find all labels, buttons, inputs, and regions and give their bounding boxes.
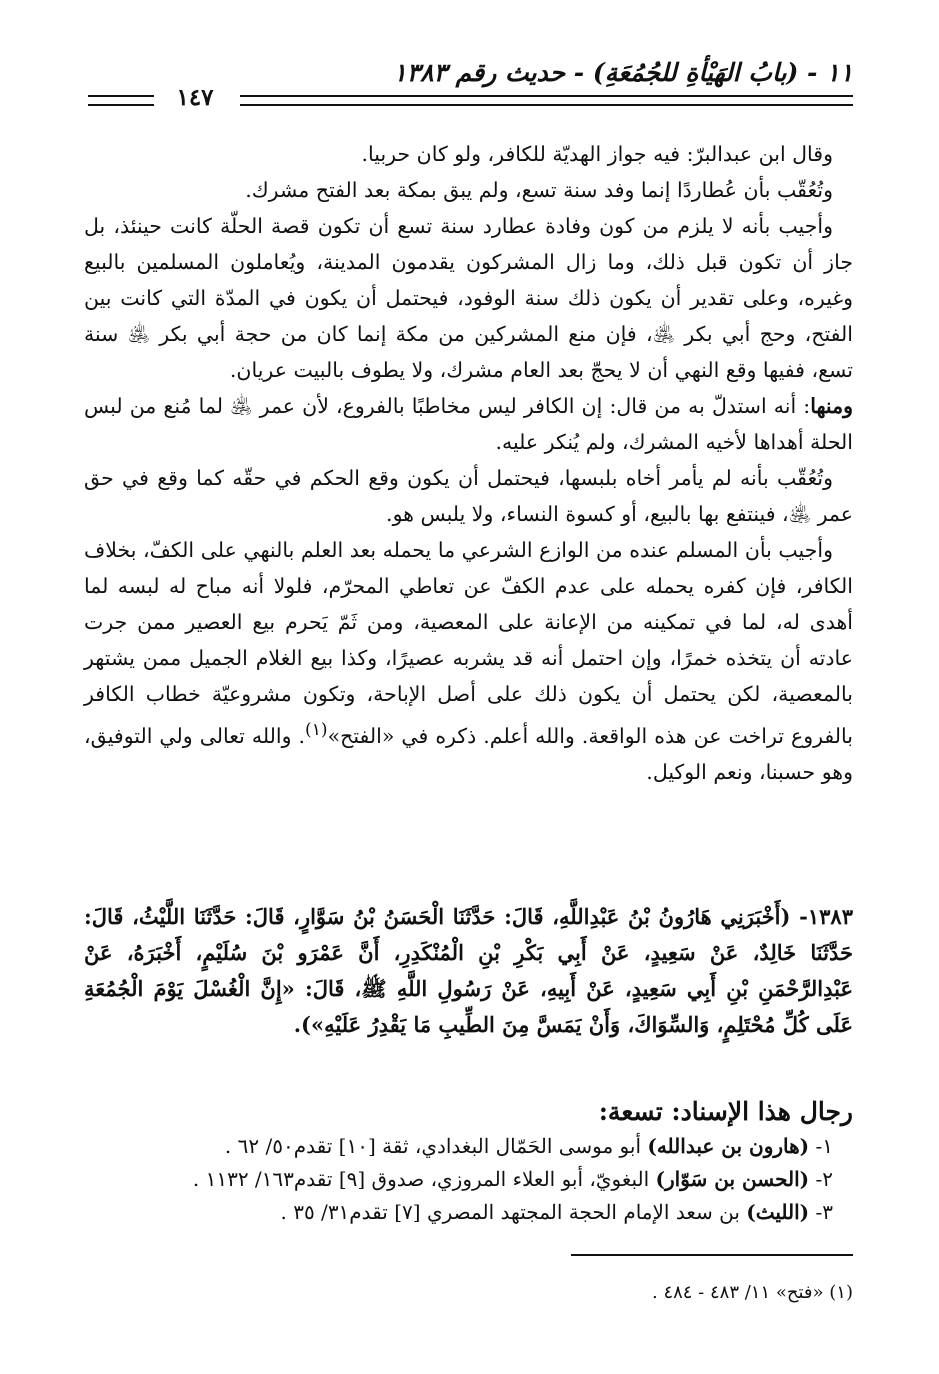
narrator-list [84,1130,853,1229]
item-number: ١- [809,1134,833,1158]
footnote-separator [571,1254,853,1256]
list-item [84,1196,853,1229]
paragraph: وتُعُقّب بأنه لم يأمر أخاه بلبسها، فيحتمل أن يكون وقع الحكم في حقّه كما وقع في حق عمر ﵁، فينتفع بها بالبيع، أو كسوة النساء، ولا يلبس هو. [84,466,853,526]
paragraph: وأجيب بأنه لا يلزم من كون وفادة عطارد سنة تسع أن تكون قصة الحلّة كانت حينئذ، بل جاز أن تكون قبل ذلك، وما زال المشركون يقدمون المدينة، ويُعاملون المسلمين بالبيع وغيره، وعلى تقدير أن يكون ذلك سنة الوفود، فيحتمل أن يكون في المدّة التي كانت بين الفتح، وحج أبي بكر ﵁، فإن منع المشركين من مكة إنما كان من حجة أبي بكر ﵁ سنة تسع، ففيها وقع النهي أن لا يحجّ بعد العام مشرك، ولا يطوف بالبيت عريان. [84,214,853,382]
paragraph [84,388,853,460]
paragraph [84,532,853,790]
list-item [84,1130,853,1163]
header-rule-short [88,95,154,106]
list-item [84,1163,853,1196]
header-rule [240,95,853,106]
section-lead: ومنها [810,394,853,418]
item-number: ٢- [809,1167,833,1191]
narrator-name: (هارون بن عبدالله) [647,1134,810,1158]
footnote: (١) «فتح» ١١/ ٤٨٣ - ٤٨٤ . [651,1282,853,1303]
running-title: ١١ - (بابُ الهَيْأةِ للجُمُعَةِ) - حديث رقم ١٣٨٣ [393,58,853,87]
narrator-desc: البغويّ، أبو العلاء المروزي، صدوق [٩] تقدم١٦٣/ ١١٣٢ . [192,1167,656,1191]
section-heading: رجال هذا الإسناد: تسعة: [598,1097,853,1126]
page-number: ١٤٧ [176,84,214,111]
paragraph: وتُعُقّب بأن عُطاردًا إنما وفد سنة تسع، ولم يبق بمكة بعد الفتح مشرك. [245,178,833,202]
narrator-desc: أبو موسى الحَمّال البغدادي، ثقة [١٠] تقدم٥٠/ ٦٢ . [224,1134,648,1158]
commentary-text [84,136,853,790]
footnote-ref: (١) [305,720,328,740]
paragraph-text: وأجيب بأن المسلم عنده من الوازع الشرعي ما يحمله بعد العلم بالنهي على الكفّ، بخلاف الكافر، فإن كفره يحمله على عدم الكفّ عن تعاطي المحرّم، فلولا أنه مباح له لبسه لما أهدى له، لما في تمكينه من الإعانة على المعصية، ومن ثَمّ يَحرم بيع العصير ممن جرت عادته أن يتخذه خمرًا، وإن احتمل أنه قد يشربه عصيرًا، وكذا بيع الغلام الجميل ممن يشتهر بالمعصية، لكن يحتمل أن يكون ذلك على أصل الإباحة، وتكون مشروعيّة خطاب الكافر بالفروع تراخت عن هذه الواقعة. والله أعلم. ذكره في «الفتح» [84,538,853,748]
narrator-name: (الليث) [746,1200,810,1224]
item-number: ٣- [809,1200,833,1224]
paragraph-text: . والله تعالى ولي التوفيق، وهو حسبنا، ونعم الوكيل. [84,723,853,784]
paragraph-text: : أنه استدلّ به من قال: إن الكافر ليس مخاطبًا بالفروع، لأن عمر ﵁ لما مُنع من لبس الحلة أهداها لأخيه المشرك، ولم يُنكر عليه. [84,394,853,454]
narrator-name: (الحسن بن سَوّار) [655,1167,810,1191]
narrator-desc: بن سعد الإمام الحجة المجتهد المصري [٧] تقدم٣١/ ٣٥ . [280,1200,747,1224]
paragraph: وقال ابن عبدالبرّ: فيه جواز الهديّة للكافر، ولو كان حربيا. [361,142,833,166]
hadith-text: ١٣٨٣- (أَخْبَرَنِي هَارُونُ بْنُ عَبْدِاللَّهِ، قَالَ: حَدَّثَنَا الْحَسَنُ بْنُ سَوَّارٍ، قَالَ: حَدَّثَنَا اللَّيْثُ، قَالَ: حَدَّثَنَا خَالِدٌ، عَنْ سَعِيدٍ، عَنْ أَبِي بَكْرِ بْنِ الْمُنْكَدِرِ، أَنَّ عَمْرَو بْنَ سُلَيْمٍ، أَخْبَرَهُ، عَنْ عَبْدِالرَّحْمَنِ بْنِ أَبِي سَعِيدٍ، عَنْ أَبِيهِ، عَنْ رَسُولِ اللَّهِ ﷺ، قَالَ: «إِنَّ الْغُسْلَ يَوْمَ الْجُمُعَةِ عَلَى كُلِّ مُحْتَلِمٍ، وَالسِّوَاكَ، وَأَنْ يَمَسَّ مِنَ الطِّيبِ مَا يَقْدِرُ عَلَيْهِ»). [84,904,853,1037]
